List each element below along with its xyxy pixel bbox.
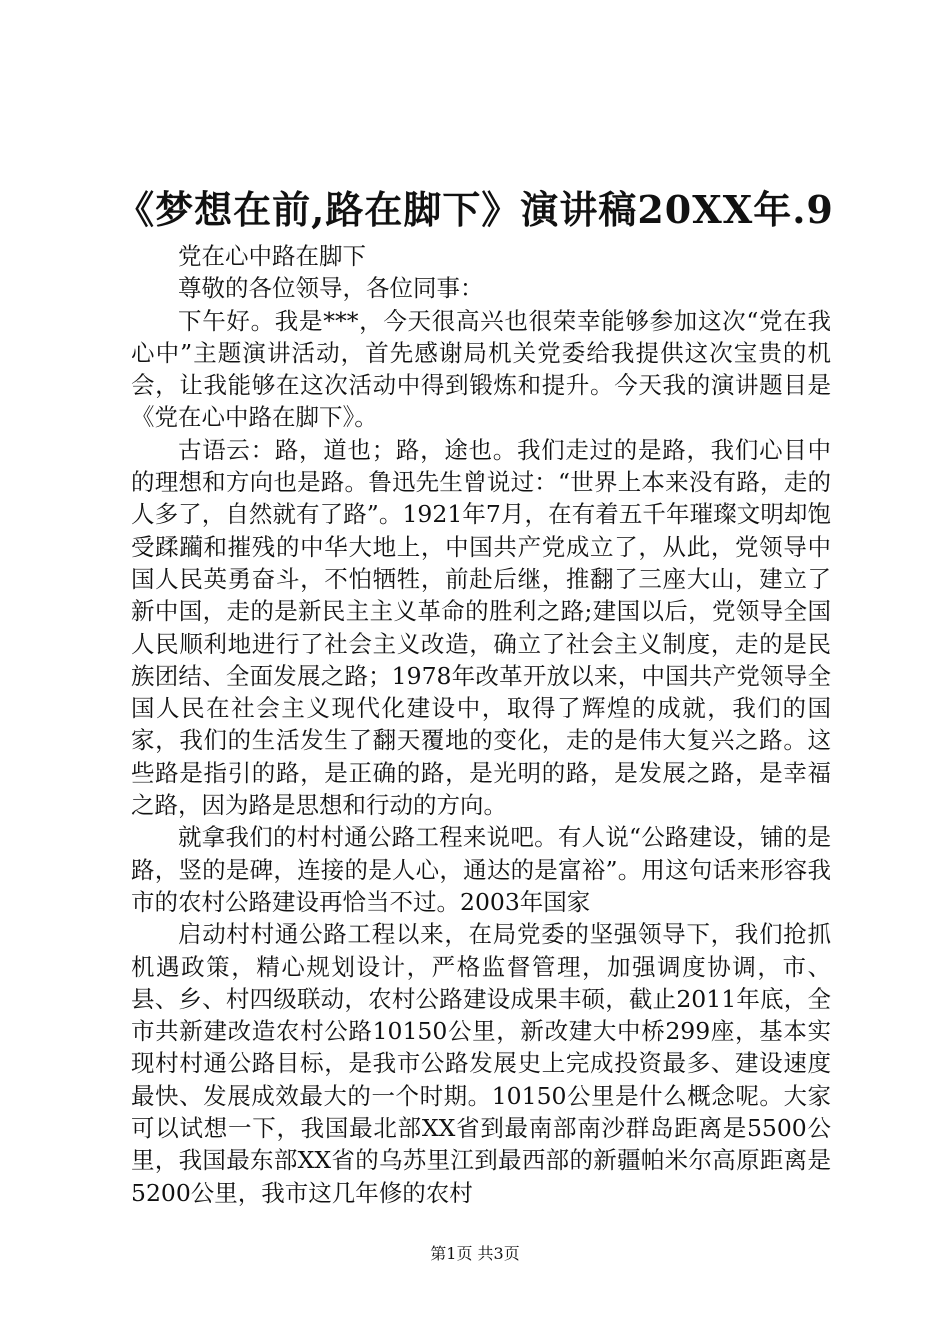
paragraph: 就拿我们的村村通公路工程来说吧。有人说“公路建设，铺的是路，竖的是碑，连接的是人心，通达的是富裕”。用这句话来形容我市的农村公路建设再恰当不过。2003年国家 bbox=[131, 823, 831, 916]
paragraph: 下午好。我是***，今天很高兴也很荣幸能够参加这次“党在我心中”主题演讲活动，首先感谢局机关党委给我提供这次宝贵的机会，让我能够在这次活动中得到锻炼和提升。今天我的演讲题目是《党在心中路在脚下》。 bbox=[131, 306, 831, 432]
document-title: 《梦想在前,路在脚下》演讲稿20XX年.9 bbox=[116, 187, 834, 232]
paragraph: 古语云：路，道也；路，途也。我们走过的是路，我们心目中的理想和方向也是路。鲁迅先生曾说过：“世界上本来没有路，走的人多了，自然就有了路”。1921年7月，在有着五千年璀璨文明却饱受蹂躏和摧残的中华大地上，中国共产党成立了，从此，党领导中国人民英勇奋斗，不怕牺牲，前赴后继，推翻了三座大山，建立了新中国，走的是新民主主义革命的胜利之路;建国以后，党领导全国人民顺利地进行了社会主义改造，确立了社会主义制度，走的是民族团结、全面发展之路；1978年改革开放以来，中国共产党领导全国人民在社会主义现代化建设中，取得了辉煌的成就，我们的国家，我们的生活发生了翻天覆地的变化，走的是伟大复兴之路。这些路是指引的路，是正确的路，是光明的路，是发展之路，是幸福之路，因为路是思想和行动的方向。 bbox=[131, 435, 831, 820]
paragraph-salutation: 尊敬的各位领导，各位同事： bbox=[178, 274, 484, 303]
document-body bbox=[131, 240, 831, 1209]
paragraph: 启动村村通公路工程以来，在局党委的坚强领导下，我们抢抓机遇政策，精心规划设计，严格监督管理，加强调度协调，市、县、乡、村四级联动，农村公路建设成果丰硕，截止2011年底，全市共新建改造农村公路10150公里，新改建大中桥299座，基本实现村村通公路目标，是我市公路发展史上完成投资最多、建设速度最快、发展成效最大的一个时期。10150公里是什么概念呢。大家可以试想一下，我国最北部XX省到最南部南沙群岛距离是5500公里，我国最东部XX省的乌苏里江到最西部的新疆帕米尔高原距离是5200公里，我市这几年修的农村 bbox=[131, 920, 831, 1207]
page-footer: 第1页 共3页 bbox=[430, 1244, 520, 1263]
paragraph-subtitle: 党在心中路在脚下 bbox=[178, 242, 366, 270]
